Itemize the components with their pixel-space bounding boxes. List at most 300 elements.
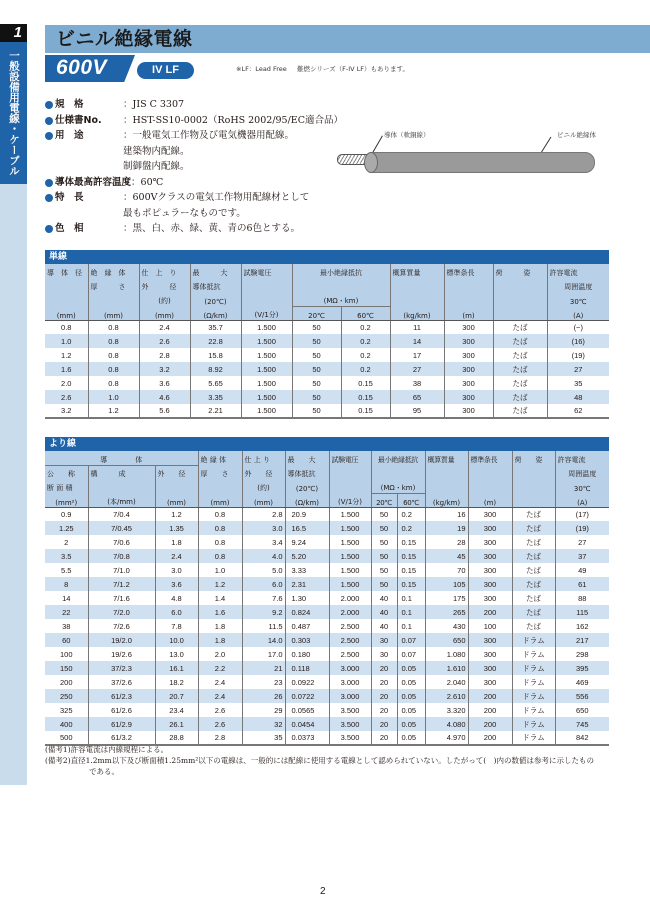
table-cell: 40 (371, 605, 397, 619)
table-cell: 3.500 (329, 703, 371, 717)
table-cell: 200 (468, 605, 512, 619)
spec-label: 仕様書No. (55, 114, 102, 126)
table-cell: 3.33 (285, 563, 329, 577)
table-row (45, 535, 609, 549)
remark-1: (備考1)許容電流は内線規程による。 (45, 745, 169, 754)
spec-max-temp (45, 175, 343, 191)
table-cell: 2.6 (139, 334, 190, 348)
solid-wire-table (45, 264, 609, 419)
table-cell: たば (493, 390, 547, 404)
table-cell: 5.6 (139, 404, 190, 418)
insulation-illustration (370, 152, 595, 173)
table-cell: 1.080 (425, 647, 468, 661)
spec-value: JIS C 3307 (132, 99, 185, 110)
table-cell: 61 (555, 577, 609, 591)
table-cell: 2.21 (190, 404, 241, 418)
flame-retardant-note: 難燃シリーズ（F-IV LF）もあります。 (297, 65, 410, 73)
table-cell: 0.0565 (285, 703, 329, 717)
table-cell: 3.6 (139, 376, 190, 390)
col-header: 周囲温度 (547, 278, 609, 292)
col-header: 最 大 (285, 451, 329, 465)
table-cell: 1.500 (241, 390, 292, 404)
table-cell: 0.487 (285, 619, 329, 633)
header-blank (198, 479, 242, 493)
table-cell: 7/0.6 (88, 535, 155, 549)
header-blank (329, 465, 371, 479)
table-cell: 65 (390, 390, 444, 404)
sidebar-strip (0, 184, 27, 785)
table-cell: ドラム (512, 731, 555, 745)
table-cell: 9.2 (242, 605, 285, 619)
table-cell: 500 (45, 731, 88, 745)
spec-value: 黒、白、赤、緑、黄、青の6色とする。 (132, 223, 301, 234)
table-cell: 1.4 (198, 591, 242, 605)
stranded-wire-table (45, 451, 609, 746)
table-cell: 0.05 (397, 689, 425, 703)
table-cell: 300 (444, 320, 493, 334)
table-cell: 2.4 (198, 689, 242, 703)
spec-value: 一般電気工作物及び電気機器用配線。 (132, 130, 295, 141)
table-cell: 21 (242, 661, 285, 675)
table-cell: 1.6 (45, 362, 88, 376)
spec-standard (45, 97, 343, 113)
table-cell: 50 (371, 549, 397, 563)
table-row (45, 348, 609, 362)
col-header: 標準条長 (444, 264, 493, 278)
col-header: 外 径 (139, 278, 190, 292)
table-cell: 60 (45, 633, 88, 647)
table-cell: 37/2.3 (88, 661, 155, 675)
spec-spec-number (45, 113, 343, 129)
table-cell: 745 (555, 717, 609, 731)
col-header: (MΩ・km) (292, 292, 390, 306)
table-cell: 0.8 (88, 362, 139, 376)
table-cell: 300 (468, 549, 512, 563)
table-cell: ドラム (512, 661, 555, 675)
table-cell: 300 (468, 577, 512, 591)
table-row (45, 647, 609, 661)
table-row (45, 320, 609, 334)
table-cell: 265 (425, 605, 468, 619)
table-cell: たば (493, 404, 547, 418)
table-cell: 3.2 (139, 362, 190, 376)
col-header: 60℃ (397, 493, 425, 507)
table-cell: 200 (468, 731, 512, 745)
table-cell: 1.610 (425, 661, 468, 675)
spec-colon: ： (123, 223, 133, 234)
table-cell: 0.15 (341, 390, 390, 404)
bullet-icon (45, 101, 53, 109)
header-blank (493, 292, 547, 306)
table-cell: 0.824 (285, 605, 329, 619)
spec-value: HST-SS10-0002（RoHS 2002/95/EC適合品） (132, 114, 344, 126)
table-cell: たば (493, 320, 547, 334)
table-cell: 17.0 (242, 647, 285, 661)
table-cell: 30 (371, 647, 397, 661)
col-header: (A) (547, 306, 609, 320)
table-cell: 3.6 (155, 577, 198, 591)
col-header: (約) (242, 479, 285, 493)
table-cell: 0.05 (397, 703, 425, 717)
table-cell: ドラム (512, 717, 555, 731)
header-blank (425, 465, 468, 479)
lead-free-note: ※LF：Lead Free (236, 65, 287, 73)
table-cell: 1.25 (45, 521, 88, 535)
conductor-label: 導体（軟銅線） (384, 131, 430, 139)
table-cell: 50 (292, 376, 341, 390)
table-cell: (16) (547, 334, 609, 348)
table-cell: 200 (468, 717, 512, 731)
insulation-label: ビニル絶縁体 (557, 131, 596, 139)
table-cell: たば (512, 577, 555, 591)
table-cell: 0.0722 (285, 689, 329, 703)
table-cell: 300 (468, 591, 512, 605)
col-header: 断 面 積 (45, 479, 88, 493)
table-cell: 2.0 (198, 647, 242, 661)
table-cell: (19) (547, 348, 609, 362)
header-blank (512, 465, 555, 479)
section-header-solid: 単線 (45, 250, 609, 264)
table-row (45, 549, 609, 563)
col-header: 導体抵抗 (190, 278, 241, 292)
table-cell: 7/0.8 (88, 549, 155, 563)
table-cell: 19/2.0 (88, 633, 155, 647)
col-header: 絶 縁 体 (88, 264, 139, 278)
table-cell: 1.500 (241, 376, 292, 390)
voltage-label: 600V (56, 56, 108, 79)
bullet-icon (45, 194, 53, 202)
page-number: 2 (320, 886, 326, 897)
table-cell: ドラム (512, 633, 555, 647)
table-cell: 217 (555, 633, 609, 647)
spec-value: 60℃ (140, 176, 164, 188)
table-cell: 40 (371, 619, 397, 633)
col-header: 許容電流 (547, 264, 609, 278)
table-cell: たば (493, 362, 547, 376)
col-header: (約) (139, 292, 190, 306)
table-cell: (17) (555, 507, 609, 521)
table-row (45, 605, 609, 619)
table-cell: 29 (242, 703, 285, 717)
table-cell: 400 (45, 717, 88, 731)
col-header: (MΩ・km) (371, 479, 425, 493)
col-header: (Ω/km) (285, 493, 329, 507)
table-cell: 35.7 (190, 320, 241, 334)
table-cell: 1.500 (241, 334, 292, 348)
table-row (45, 675, 609, 689)
table-cell: 650 (425, 633, 468, 647)
col-header: 最小絶縁抵抗 (292, 264, 390, 278)
table-cell: 45 (425, 549, 468, 563)
table-row (45, 376, 609, 390)
table-cell: 37/2.6 (88, 675, 155, 689)
table-cell: 1.500 (241, 404, 292, 418)
table-cell: 115 (555, 605, 609, 619)
table-cell: たば (512, 605, 555, 619)
table-cell: 0.0373 (285, 731, 329, 745)
header-blank (88, 479, 155, 493)
table-cell: 0.8 (198, 535, 242, 549)
table-cell: 0.8 (198, 507, 242, 521)
table-cell: 4.8 (155, 591, 198, 605)
table-cell: 62 (547, 404, 609, 418)
table-cell: 18.2 (155, 675, 198, 689)
col-header: 最 大 (190, 264, 241, 278)
table-cell: 19 (425, 521, 468, 535)
table-cell: 61/2.6 (88, 703, 155, 717)
remarks (45, 744, 594, 777)
table-cell: 162 (555, 619, 609, 633)
table-cell: 27 (390, 362, 444, 376)
table-cell: 9.24 (285, 535, 329, 549)
col-header: (20℃) (190, 292, 241, 306)
table-cell: 19/2.6 (88, 647, 155, 661)
table-row (45, 661, 609, 675)
col-header: 外 径 (155, 465, 198, 479)
col-header: 20℃ (371, 493, 397, 507)
table-cell: 0.05 (397, 717, 425, 731)
table-cell: 14 (390, 334, 444, 348)
chapter-title: 一般設備用電線・ケーブル (8, 50, 20, 176)
table-cell: 3.4 (242, 535, 285, 549)
table-cell: 1.2 (155, 507, 198, 521)
table-cell: 300 (444, 348, 493, 362)
table-cell: 5.65 (190, 376, 241, 390)
col-header: (m) (468, 493, 512, 507)
solid-table-body (45, 320, 609, 418)
col-header-group: 導 体 (45, 451, 198, 465)
table-cell: 35 (242, 731, 285, 745)
table-cell: 7/1.6 (88, 591, 155, 605)
table-cell: 300 (444, 390, 493, 404)
table-cell: 7/2.6 (88, 619, 155, 633)
header-blank (468, 479, 512, 493)
table-cell: 4.6 (139, 390, 190, 404)
stranded-table-body (45, 507, 609, 745)
col-header: 30℃ (547, 292, 609, 306)
col-header: (A) (555, 493, 609, 507)
header-blank (444, 292, 493, 306)
header-blank (425, 479, 468, 493)
table-row (45, 362, 609, 376)
table-row (45, 717, 609, 731)
col-header: 概算質量 (425, 451, 468, 465)
table-cell: 0.118 (285, 661, 329, 675)
table-cell: たば (493, 376, 547, 390)
header-blank (155, 479, 198, 493)
remark-2-cont: である。 (89, 767, 119, 776)
table-cell: 50 (371, 521, 397, 535)
table-cell: たば (512, 591, 555, 605)
table-cell: 88 (555, 591, 609, 605)
table-cell: 2.2 (198, 661, 242, 675)
table-cell: 650 (555, 703, 609, 717)
col-header: 仕 上 り (242, 451, 285, 465)
header-blank (493, 306, 547, 320)
table-cell: 1.500 (329, 521, 371, 535)
table-cell: 27 (555, 535, 609, 549)
table-cell: たば (512, 619, 555, 633)
table-cell: 2.4 (155, 549, 198, 563)
table-cell: 50 (292, 320, 341, 334)
table-cell: 38 (62, 621, 71, 631)
table-cell: 5.20 (285, 549, 329, 563)
table-cell: 17 (390, 348, 444, 362)
col-header: 構 成 (88, 465, 155, 479)
table-cell: 300 (444, 404, 493, 418)
table-cell: 0.8 (61, 322, 72, 332)
table-cell: 0.2 (341, 348, 390, 362)
table-cell: 28.8 (155, 731, 198, 745)
header-blank (390, 292, 444, 306)
page-title: ビニル絶縁電線 (56, 28, 193, 50)
table-cell: 200 (468, 703, 512, 717)
table-cell: 20 (371, 717, 397, 731)
table-cell: 0.1 (397, 619, 425, 633)
table-cell: 298 (555, 647, 609, 661)
table-cell: 0.15 (341, 404, 390, 418)
table-cell: 0.1 (397, 605, 425, 619)
col-header: (mm) (242, 493, 285, 507)
table-cell: 7/0.4 (88, 507, 155, 521)
table-cell: 0.05 (397, 661, 425, 675)
table-cell: 4.970 (425, 731, 468, 745)
table-cell: 50 (371, 535, 397, 549)
table-cell: 2.000 (329, 605, 371, 619)
table-cell: たば (512, 563, 555, 577)
table-cell: 40 (371, 591, 397, 605)
table-cell: 13.0 (155, 647, 198, 661)
table-cell: 23.4 (155, 703, 198, 717)
table-cell: 0.8 (198, 549, 242, 563)
table-cell: 22 (45, 605, 88, 619)
table-cell: 0.05 (397, 675, 425, 689)
table-cell: 2.6 (198, 703, 242, 717)
table-cell: 250 (45, 689, 88, 703)
table-cell: 50 (371, 577, 397, 591)
table-cell: 14.0 (242, 633, 285, 647)
table-cell: 0.2 (397, 521, 425, 535)
table-cell: 0.8 (88, 334, 139, 348)
table-cell: 150 (45, 661, 88, 675)
table-cell: 14 (62, 593, 71, 603)
table-row (45, 404, 609, 418)
table-cell: 1.0 (88, 390, 139, 404)
table-cell: 0.15 (397, 549, 425, 563)
table-cell: 2 (64, 537, 69, 547)
table-cell: 0.2 (341, 334, 390, 348)
table-cell: 0.8 (198, 521, 242, 535)
table-cell: 16.1 (155, 661, 198, 675)
table-cell: 325 (59, 705, 73, 715)
table-cell: 16 (425, 507, 468, 521)
table-cell: 200 (59, 677, 73, 687)
table-cell: 200 (468, 689, 512, 703)
spec-colon: ： (131, 176, 141, 188)
table-cell: 50 (292, 362, 341, 376)
table-cell: 1.2 (88, 404, 139, 418)
col-header: 概算質量 (390, 264, 444, 278)
table-cell: 3.000 (329, 661, 371, 675)
table-cell: 0.15 (341, 376, 390, 390)
table-cell: たば (512, 521, 555, 535)
table-cell: 37 (555, 549, 609, 563)
table-cell: 2.8 (198, 731, 242, 745)
spec-label: 用 途 (55, 130, 84, 141)
table-cell: たば (493, 334, 547, 348)
spec-usage-cont: 制御盤内配線。 (123, 161, 190, 172)
table-cell: 300 (468, 675, 512, 689)
table-row (45, 521, 609, 535)
table-cell: 11.5 (242, 619, 285, 633)
table-cell: 2.500 (329, 647, 371, 661)
header-blank (371, 465, 425, 479)
table-cell: 30 (371, 633, 397, 647)
table-cell: 6.0 (242, 577, 285, 591)
header-blank (241, 292, 292, 306)
table-cell: たば (512, 507, 555, 521)
table-cell: 1.500 (241, 320, 292, 334)
table-cell: 0.0454 (285, 717, 329, 731)
table-cell: 20 (371, 731, 397, 745)
table-row (45, 633, 609, 647)
header-blank (45, 278, 88, 292)
table-cell: 300 (468, 633, 512, 647)
col-header: 試験電圧 (241, 264, 292, 278)
col-header: 絶 縁 体 (198, 451, 242, 465)
table-row (45, 703, 609, 717)
table-cell: 49 (555, 563, 609, 577)
spec-usage (45, 128, 343, 144)
table-cell: 20.7 (155, 689, 198, 703)
table-cell: 5.0 (242, 563, 285, 577)
table-cell: 11 (390, 320, 444, 334)
col-header: 荷 姿 (512, 451, 555, 465)
table-cell: 1.2 (61, 350, 72, 360)
table-cell: 7/1.0 (88, 563, 155, 577)
remark-2: (備考2)直径1.2mm以下及び断面積1.25mm²以下の電線は、一般的には配線に使用する電線として認められていない。したがって( )内の数値は参考に示したもの (45, 756, 595, 765)
col-header: (本/mm) (88, 493, 155, 507)
table-cell: 3.35 (190, 390, 241, 404)
table-cell: (−) (547, 320, 609, 334)
col-header: 60℃ (341, 306, 390, 320)
header-blank (329, 479, 371, 493)
table-cell: 35 (547, 376, 609, 390)
table-cell: 7/0.45 (88, 521, 155, 535)
table-cell: 0.05 (397, 731, 425, 745)
table-cell: 32 (242, 717, 285, 731)
table-cell: 0.8 (88, 320, 139, 334)
table-cell: 0.15 (397, 577, 425, 591)
header-blank (512, 479, 555, 493)
table-cell: 3.0 (155, 563, 198, 577)
spec-usage-cont: 建築物内配線。 (123, 145, 190, 157)
table-cell: 1.35 (155, 521, 198, 535)
table-row (45, 577, 609, 591)
table-cell: 842 (555, 731, 609, 745)
table-cell: 0.0922 (285, 675, 329, 689)
table-cell: 3.000 (329, 675, 371, 689)
table-cell: 2.500 (329, 633, 371, 647)
table-cell: 395 (555, 661, 609, 675)
table-cell: 1.500 (329, 507, 371, 521)
col-header: (20℃) (285, 479, 329, 493)
table-cell: 1.500 (241, 348, 292, 362)
table-cell: 27 (547, 362, 609, 376)
table-cell: 3.0 (242, 521, 285, 535)
col-header: (mm) (88, 306, 139, 320)
table-cell: 0.2 (341, 320, 390, 334)
